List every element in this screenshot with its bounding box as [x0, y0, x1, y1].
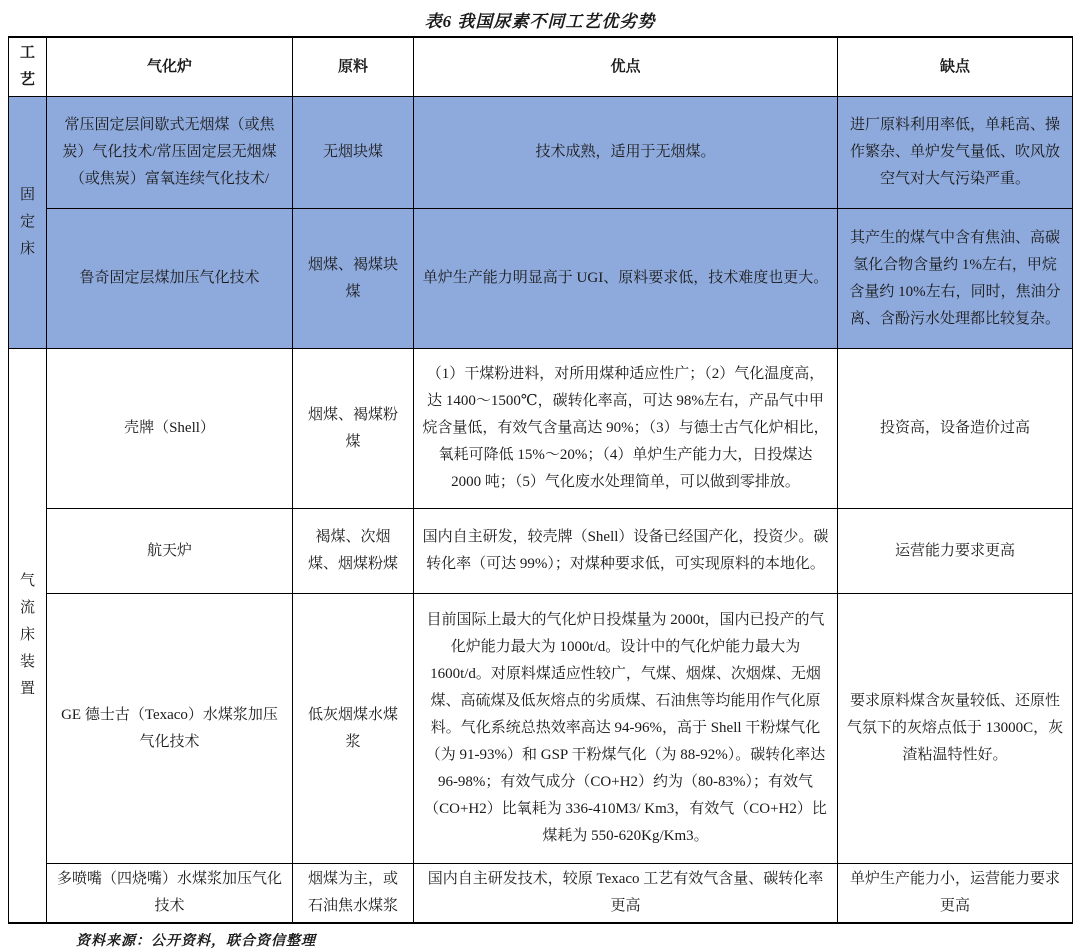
- cell-raw-material: 低灰烟煤水煤浆: [293, 594, 414, 864]
- cell-advantages: 国内自主研发，较壳牌（Shell）设备已经国产化，投资少。碳转化率（可达 99%）；对煤种要求低，可实现原料的本地化。: [414, 509, 838, 594]
- table-row: [9, 209, 1073, 349]
- table-row: [9, 97, 1073, 209]
- cell-disadvantages: 运营能力要求更高: [838, 509, 1073, 594]
- cell-gasifier: 航天炉: [47, 509, 293, 594]
- header-row: [9, 37, 1073, 97]
- cell-gasifier: GE 德士古（Texaco）水煤浆加压气化技术: [47, 594, 293, 864]
- cell-raw-material: 褐煤、次烟煤、烟煤粉煤: [293, 509, 414, 594]
- table-title: 表6 我国尿素不同工艺优劣势: [424, 12, 656, 31]
- table-row: [9, 864, 1073, 924]
- group-label-fixed-bed: 固定床: [9, 97, 47, 349]
- cell-disadvantages: 要求原料煤含灰量较低、还原性气氛下的灰熔点低于 13000C，灰渣粘温特性好。: [838, 594, 1073, 864]
- cell-raw-material: 烟煤、褐煤粉煤: [293, 349, 414, 509]
- cell-raw-material: 烟煤、褐煤块煤: [293, 209, 414, 349]
- col-header-advantages: 优点: [414, 37, 838, 97]
- cell-gasifier: 鲁奇固定层煤加压气化技术: [47, 209, 293, 349]
- table-row: [9, 509, 1073, 594]
- cell-gasifier: 壳牌（Shell）: [47, 349, 293, 509]
- group-label-entrained-flow-bed: 气流床装置: [9, 349, 47, 924]
- col-header-gasifier: 气化炉: [47, 37, 293, 97]
- cell-gasifier: 常压固定层间歇式无烟煤（或焦炭）气化技术/常压固定层无烟煤（或焦炭）富氧连续气化技术/: [47, 97, 293, 209]
- cell-advantages: 单炉生产能力明显高于 UGI、原料要求低，技术难度也更大。: [414, 209, 838, 349]
- cell-advantages: 目前国际上最大的气化炉日投煤量为 2000t，国内已投产的气化炉能力最大为 1000t/d。设计中的气化炉能力最大为 1600t/d。对原料煤适应性较广，气煤、烟煤、次烟煤、无烟煤、高硫煤及低灰熔点的劣质煤、石油焦等均能用作气化原料。气化系统总热效率高达 94-96%，高于 Shell 干粉煤气化（为 91-93%）和 GSP 干粉煤气化（为 88-92%）。碳转化率达 96-98%；有效气成分（CO+H2）约为（80-83%）；有效气（CO+H2）比氧耗为 336-410M3/ Km3，有效气（CO+H2）比煤耗为 550-620Kg/Km3。: [414, 594, 838, 864]
- cell-advantages: （1）干煤粉进料，对所用煤种适应性广；（2）气化温度高，达 1400～1500℃，碳转化率高，可达 98%左右，产品气中甲烷含量低，有效气含量高达 90%；（3）与德士古气化炉相比，氧耗可降低 15%～20%；（4）单炉生产能力大，日投煤达 2000 吨；（5）气化废水处理简单，可以做到零排放。: [414, 349, 838, 509]
- col-header-process: 工艺: [9, 37, 47, 97]
- cell-raw-material: 无烟块煤: [293, 97, 414, 209]
- cell-disadvantages: 其产生的煤气中含有焦油、高碳氢化合物含量约 1%左右，甲烷含量约 10%左右，同时，焦油分离、含酚污水处理都比较复杂。: [838, 209, 1073, 349]
- cell-gasifier: 多喷嘴（四烧嘴）水煤浆加压气化技术: [47, 864, 293, 924]
- cell-advantages: 技术成熟，适用于无烟煤。: [414, 97, 838, 209]
- col-header-raw-material: 原料: [293, 37, 414, 97]
- cell-raw-material: 烟煤为主，或石油焦水煤浆: [293, 864, 414, 924]
- cell-disadvantages: 投资高，设备造价过高: [838, 349, 1073, 509]
- table-row: [9, 594, 1073, 864]
- cell-disadvantages: 进厂原料利用率低，单耗高、操作繁杂、单炉发气量低、吹风放空气对大气污染严重。: [838, 97, 1073, 209]
- source-note: 资料来源：公开资料，联合资信整理: [76, 934, 316, 949]
- process-comparison-table: [8, 36, 1073, 924]
- table-row: [9, 349, 1073, 509]
- cell-disadvantages: 单炉生产能力小，运营能力要求更高: [838, 864, 1073, 924]
- col-header-disadvantages: 缺点: [838, 37, 1073, 97]
- cell-advantages: 国内自主研发技术，较原 Texaco 工艺有效气含量、碳转化率更高: [414, 864, 838, 924]
